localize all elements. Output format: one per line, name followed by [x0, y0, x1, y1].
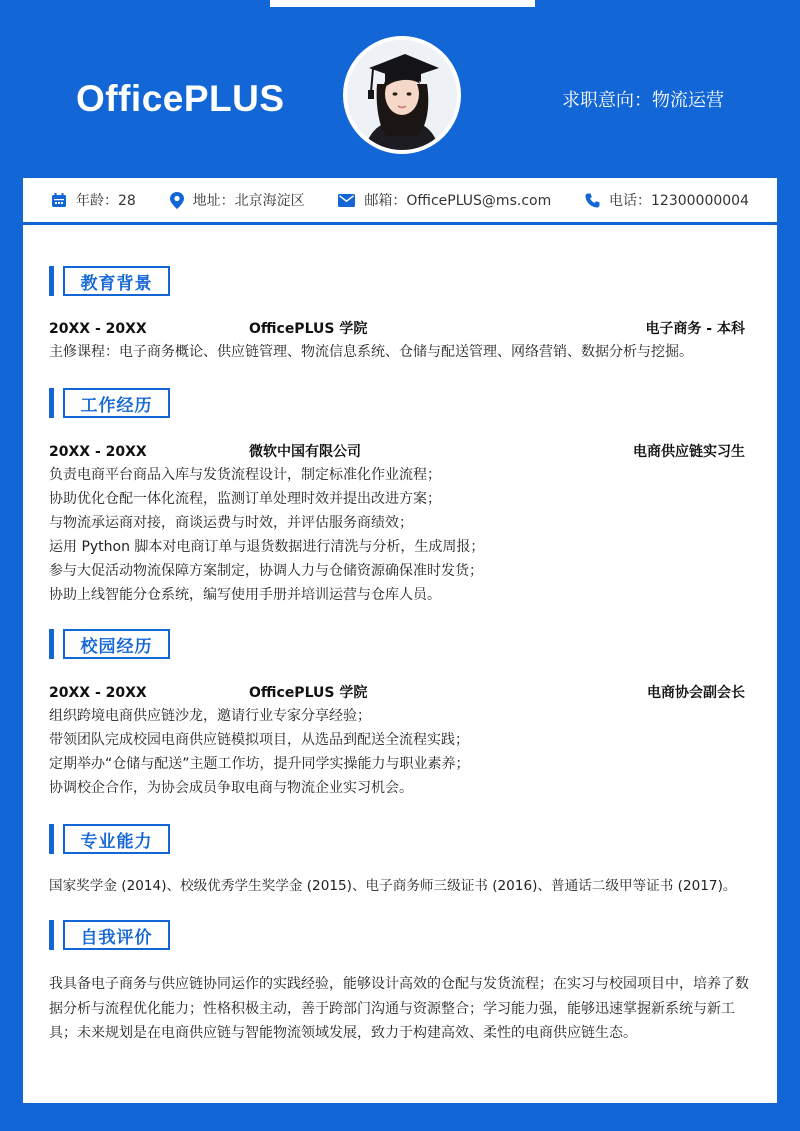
- education-major: 电子商务 - 本科: [645, 321, 745, 337]
- heading-accent-bar: [49, 629, 54, 659]
- brand-title: OfficePLUS: [76, 78, 285, 119]
- contact-info-bar: [23, 178, 777, 225]
- skills-title: 专业能力: [63, 824, 170, 854]
- info-email: [338, 190, 551, 210]
- summary-text: 我具备电子商务与供应链协同运作的实践经验，能够设计高效的仓配与发货流程；在实习与校园项目中，培养了数据分析与流程优化能力；性格积极主动，善于跨部门沟通与资源整合；学习能力强，能够迅速掌握新系统与新工具；未来规划是在电商供应链与智能物流领域发展，致力于构建高效、柔性的电商供应链生态。: [49, 976, 749, 1041]
- education-row: [49, 318, 749, 340]
- work-duty: 运用 Python 脚本对电商订单与退货数据进行清洗与分析，生成周报；: [49, 539, 485, 555]
- info-address: [170, 190, 305, 210]
- work-duty: 协助优化仓配一体化流程，监测订单处理时效并提出改进方案；: [49, 491, 441, 507]
- campus-activity: 组织跨境电商供应链沙龙，邀请行业专家分享经验；: [49, 708, 371, 724]
- education-heading: [49, 266, 749, 296]
- work-duty: 协助上线智能分仓系统，编写使用手册并培训运营与仓库人员。: [49, 587, 441, 603]
- job-intent: 求职意向：物流运营: [562, 90, 724, 111]
- info-address-text: 地址：北京海淀区: [192, 193, 305, 209]
- avatar: [343, 36, 461, 154]
- heading-accent-bar: [49, 824, 54, 854]
- info-age-text: 年龄：28: [76, 193, 136, 209]
- campus-activity: 定期举办“仓储与配送”主题工作坊，提升同学实操能力与职业素养；: [49, 756, 470, 772]
- work-section: [49, 388, 749, 607]
- skills-section: [49, 824, 749, 898]
- heading-accent-bar: [49, 920, 54, 950]
- profile-photo: [347, 40, 457, 150]
- campus-title: 校园经历: [63, 629, 170, 659]
- campus-period: 20XX - 20XX: [49, 685, 147, 701]
- education-section: [49, 266, 749, 364]
- work-company: 微软中国有限公司: [249, 444, 361, 460]
- skills-text: 国家奖学金 (2014)、校级优秀学生奖学金 (2015)、电子商务师三级证书 (2016)、普通话二级甲等证书 (2017)。: [49, 878, 737, 894]
- work-title: 工作经历: [63, 388, 170, 418]
- work-row: [49, 441, 749, 463]
- info-phone-text: 电话：12300000004: [609, 193, 749, 209]
- education-period: 20XX - 20XX: [49, 321, 147, 337]
- info-phone: [585, 190, 749, 210]
- summary-section: [49, 920, 749, 1046]
- summary-heading: [49, 920, 749, 950]
- top-decor-tab: [270, 0, 535, 7]
- resume-sheet: [23, 178, 777, 1103]
- info-email-text: 邮箱：OfficePLUS@ms.com: [364, 193, 552, 209]
- info-age: [51, 190, 136, 210]
- campus-activity: 协调校企合作，为协会成员争取电商与物流企业实习机会。: [49, 780, 413, 796]
- education-school: OfficePLUS 学院: [249, 321, 368, 337]
- phone-icon: [585, 193, 600, 208]
- campus-position: 电商协会副会长: [647, 685, 745, 701]
- campus-row: [49, 682, 749, 704]
- campus-school: OfficePLUS 学院: [249, 685, 368, 701]
- campus-heading: [49, 629, 749, 659]
- work-duty: 与物流承运商对接，商谈运费与时效，并评估服务商绩效；: [49, 515, 413, 531]
- heading-accent-bar: [49, 388, 54, 418]
- work-position: 电商供应链实习生: [633, 444, 745, 460]
- campus-activity: 带领团队完成校园电商供应链模拟项目，从选品到配送全流程实践；: [49, 732, 469, 748]
- campus-section: [49, 629, 749, 800]
- work-duty: 参与大促活动物流保障方案制定，协调人力与仓储资源确保准时发货；: [49, 563, 483, 579]
- summary-title: 自我评价: [63, 920, 170, 950]
- work-heading: [49, 388, 749, 418]
- education-courses: 主修课程：电子商务概论、供应链管理、物流信息系统、仓储与配送管理、网络营销、数据分析与挖掘。: [49, 344, 693, 360]
- calendar-icon: [51, 192, 67, 208]
- location-pin-icon: [170, 192, 184, 209]
- work-period: 20XX - 20XX: [49, 444, 147, 460]
- graduate-portrait-icon: [347, 40, 457, 150]
- work-duty: 负责电商平台商品入库与发货流程设计，制定标准化作业流程；: [49, 467, 441, 483]
- education-title: 教育背景: [63, 266, 170, 296]
- mail-icon: [338, 194, 355, 207]
- heading-accent-bar: [49, 266, 54, 296]
- skills-heading: [49, 824, 749, 854]
